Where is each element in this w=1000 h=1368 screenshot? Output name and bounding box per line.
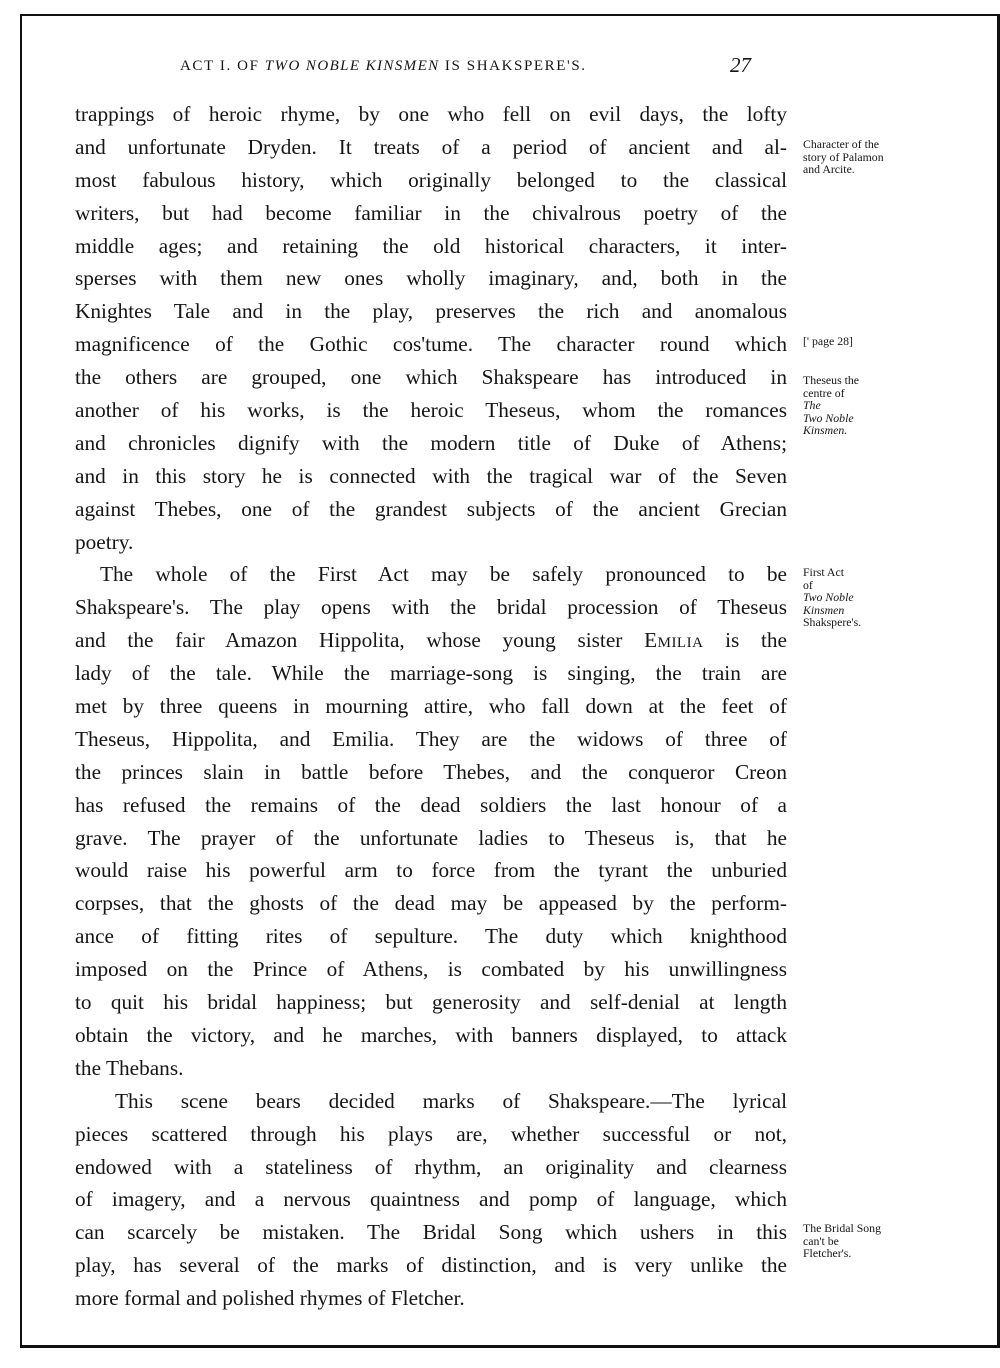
sidenote-line: can't be bbox=[803, 1233, 839, 1248]
body-line: and unfortunate Dryden. It treats of a period of ancient and al- bbox=[75, 134, 787, 159]
sidenote-first-act bbox=[803, 566, 953, 629]
sidenote-line bbox=[803, 579, 953, 604]
body-line: can scarcely be mistaken. The Bridal Song which ushers in this bbox=[75, 1220, 787, 1245]
body-line: The whole of the First Act may be safely pronounced to be bbox=[100, 562, 787, 587]
page-number: 27 bbox=[730, 53, 751, 77]
body-line: of imagery, and a nervous quaintness and pomp of language, which bbox=[75, 1187, 787, 1212]
sidenote-line: Theseus the bbox=[803, 373, 860, 387]
body-line: ance of fitting rites of sepulture. The duty which knighthood bbox=[75, 924, 787, 949]
body-line-part: and the fair Amazon Hippolita, whose young sister bbox=[75, 628, 623, 653]
header-title bbox=[180, 58, 587, 75]
body-line: and in this story he is connected with the tragical war of the Seven bbox=[75, 463, 787, 488]
sidenote-part: centre of bbox=[803, 385, 845, 400]
sidenote-line: story of Palamon bbox=[803, 149, 884, 164]
body-line: has refused the remains of the dead soldiers the last honour of a bbox=[75, 792, 787, 817]
header-title-pre: ACT I. OF bbox=[180, 58, 265, 74]
sidenote-italic: Kinsmen. bbox=[803, 423, 848, 438]
header-title-post: IS SHAKSPERE'S. bbox=[439, 58, 587, 74]
sidenote-italic: The bbox=[803, 398, 821, 413]
body-line: play, has several of the marks of distinction, and is very unlike the bbox=[75, 1253, 787, 1278]
body-line: grave. The prayer of the unfortunate ladies to Theseus is, that he bbox=[75, 825, 787, 850]
body-line: most fabulous history, which originally belonged to the classical bbox=[75, 167, 787, 192]
sidenote-line bbox=[803, 387, 953, 412]
body-line: pieces scattered through his plays are, whether successful or not, bbox=[75, 1121, 787, 1146]
sidenote-line: Fletcher's. bbox=[803, 1246, 852, 1261]
body-line: This scene bears decided marks of Shakspeare.—The lyrical bbox=[115, 1088, 787, 1113]
body-line: lady of the tale. While the marriage-song is singing, the train are bbox=[75, 661, 787, 686]
body-line: imposed on the Prince of Athens, is combated by his unwillingness bbox=[75, 957, 787, 982]
sidenote-line: Shakspere's. bbox=[803, 615, 862, 630]
body-line: magnificence of the Gothic cos'tume. The character round which bbox=[75, 332, 787, 357]
sidenote-character bbox=[803, 138, 953, 176]
sidenote-bridal-song bbox=[803, 1222, 953, 1260]
body-line: trappings of heroic rhyme, by one who fell on evil days, the lofty bbox=[75, 102, 787, 126]
body-line: obtain the victory, and he marches, with banners displayed, to attack bbox=[75, 1022, 787, 1047]
sidenote-part: of bbox=[803, 577, 813, 592]
body-line: sperses with them new ones wholly imaginary, and, both in the bbox=[75, 266, 787, 291]
body-line-part: is the bbox=[703, 628, 788, 653]
header-title-italic: TWO NOBLE KINSMEN bbox=[264, 58, 440, 74]
sidenote-italic: Kinsmen bbox=[803, 602, 845, 617]
running-header bbox=[160, 53, 800, 80]
sidenote-page-ref bbox=[803, 335, 953, 348]
body-line: the princes slain in battle before Thebes, and the conqueror Creon bbox=[75, 759, 787, 784]
body-line: Shakspeare's. The play opens with the bridal procession of Theseus bbox=[75, 595, 787, 620]
sidenote-line: and Arcite. bbox=[803, 162, 855, 177]
body-line: Knightes Tale and in the play, preserves the rich and anomalous bbox=[75, 299, 787, 324]
body-line: writers, but had become familiar in the chivalrous poetry of the bbox=[75, 200, 787, 225]
body-line: poetry. bbox=[75, 529, 134, 554]
body-line: Theseus, Hippolita, and Emilia. They are the widows of three of bbox=[75, 726, 787, 751]
body-line: met by three queens in mourning attire, who fall down at the feet of bbox=[75, 694, 787, 719]
body-line: middle ages; and retaining the old historical characters, it inter- bbox=[75, 233, 787, 258]
sidenote-line: First Act bbox=[803, 565, 844, 579]
sidenote-line: [' page 28] bbox=[803, 334, 853, 348]
sidenote-theseus bbox=[803, 374, 953, 437]
body-line: endowed with a stateliness of rhythm, an originality and clearness bbox=[75, 1154, 787, 1179]
body-line: another of his works, is the heroic Theseus, whom the romances bbox=[75, 398, 787, 423]
body-line: corpses, that the ghosts of the dead may be appeased by the perform- bbox=[75, 891, 787, 916]
body-line-emilia bbox=[75, 624, 787, 657]
sidenote-line: The Bridal Song bbox=[803, 1221, 881, 1235]
sidenote-italic: Two Noble bbox=[803, 410, 854, 425]
body-line: and chronicles dignify with the modern title of Duke of Athens; bbox=[75, 430, 787, 455]
sidenote-line: Character of the bbox=[803, 137, 879, 151]
body-line: more formal and polished rhymes of Fletcher. bbox=[75, 1286, 465, 1311]
body-line: the Thebans. bbox=[75, 1055, 184, 1080]
body-line: against Thebes, one of the grandest subjects of the ancient Grecian bbox=[75, 496, 787, 521]
body-line: to quit his bridal happiness; but generosity and self-denial at length bbox=[75, 990, 787, 1015]
sidenote-italic: Two Noble bbox=[803, 590, 854, 605]
emilia-small-caps: Emilia bbox=[644, 628, 704, 653]
body-line: would raise his powerful arm to force from the tyrant the unburied bbox=[75, 858, 787, 883]
body-text bbox=[75, 98, 787, 1315]
body-line: the others are grouped, one which Shakspeare has introduced in bbox=[75, 365, 787, 390]
